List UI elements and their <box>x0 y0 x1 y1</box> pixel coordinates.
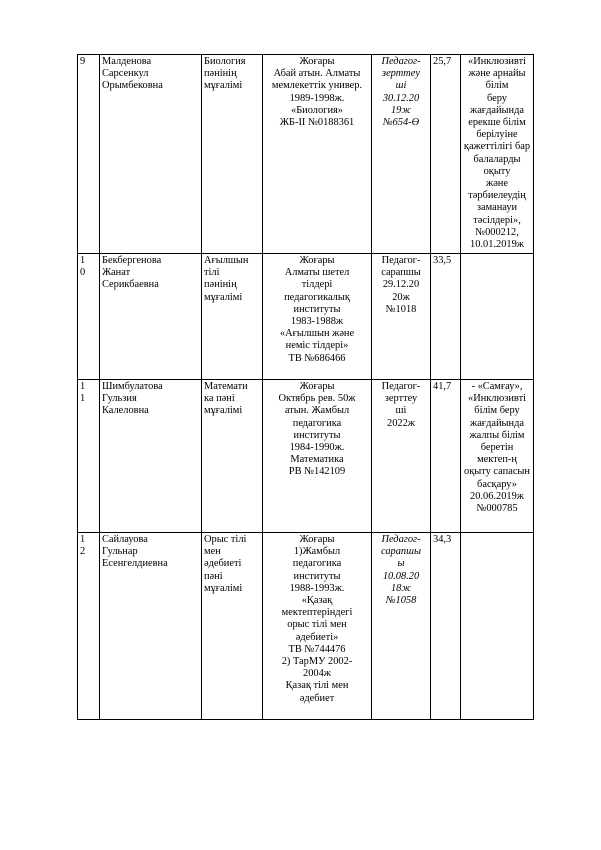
category-cell <box>372 55 431 254</box>
teacher-name-cell <box>100 380 202 533</box>
teacher-name-line: Сарсенкул <box>102 68 149 80</box>
category-cell <box>372 254 431 380</box>
experience-cell <box>431 380 461 533</box>
education-cell <box>263 55 372 254</box>
courses-line: №000785 <box>476 503 518 515</box>
teacher-name-line: Калеловна <box>102 405 149 417</box>
position-line: Орыс тілі <box>204 534 247 545</box>
position-line: пәні <box>204 570 223 582</box>
courses-line: білім беру <box>474 405 520 417</box>
experience-line: 33,5 <box>433 255 452 266</box>
category-line: ы <box>397 558 405 570</box>
row-number-line: 1 <box>80 255 86 266</box>
courses-line: 20.06.2019ж <box>470 490 524 502</box>
courses-line: №000212, <box>475 226 519 238</box>
experience-line: 34,3 <box>433 534 452 545</box>
courses-line: берілуіне <box>476 129 518 141</box>
education-line: мемлекеттік универ. <box>271 80 363 92</box>
teacher-name-line: Гульнар <box>102 546 138 558</box>
courses-line: тәрбиелеудің <box>468 190 526 202</box>
education-line: 2) ТарМУ 2002- <box>281 656 353 668</box>
position-line: мұғалімі <box>204 405 243 417</box>
teacher-name-cell <box>100 55 202 254</box>
position-cell <box>202 533 263 720</box>
table-row <box>78 254 534 380</box>
courses-line: «Инклюзивті <box>468 56 526 67</box>
education-line: Жоғары <box>299 381 335 392</box>
education-line: РВ №142109 <box>288 466 346 478</box>
position-line: Ағылшын <box>204 255 249 266</box>
position-cell <box>202 55 263 254</box>
category-line: 19ж <box>390 104 412 116</box>
education-line: 1989-1998ж. <box>289 92 345 104</box>
education-line: «Биология» <box>291 104 343 116</box>
position-line: тілі <box>204 267 220 279</box>
education-line: 2004ж <box>303 668 331 680</box>
courses-cell <box>461 254 534 380</box>
education-line: «Ағылшын және <box>279 328 355 340</box>
category-line: №654-Ө <box>382 117 420 129</box>
education-line: тілдері <box>301 279 333 291</box>
teacher-name-line: Жанат <box>102 267 131 279</box>
teacher-name-line: Гульзия <box>102 393 137 405</box>
education-line: институты <box>293 429 341 441</box>
courses-line: заманауи <box>476 202 518 214</box>
position-cell <box>202 380 263 533</box>
education-line: Қазақ тілі мен <box>285 680 349 692</box>
education-line: институты <box>293 570 341 582</box>
category-line: 2022ж <box>387 417 415 429</box>
category-cell <box>372 380 431 533</box>
education-line: ЖБ-II №0188361 <box>279 117 355 129</box>
courses-cell <box>461 533 534 720</box>
education-cell <box>263 380 372 533</box>
row-number-line: 1 <box>80 381 86 392</box>
category-line: ші <box>395 80 407 92</box>
courses-line: ерекше білім <box>468 117 526 129</box>
education-line: 1984-1990ж. <box>289 442 345 454</box>
row-number-line: 1 <box>80 534 86 545</box>
education-line: атын. Жамбыл <box>284 405 350 417</box>
education-line: 1988-1993ж. <box>289 582 345 594</box>
courses-line: және <box>486 178 508 190</box>
row-number-cell <box>78 380 100 533</box>
education-line: ТВ №744476 <box>288 643 346 655</box>
position-line: мен <box>204 546 221 558</box>
courses-line: жалпы білім <box>469 429 525 441</box>
category-line: №1018 <box>385 303 417 315</box>
table-row <box>78 380 534 533</box>
education-line: педагогикалық <box>284 291 350 303</box>
courses-line: «Инклюзивті <box>468 393 526 405</box>
education-line: Жоғары <box>299 534 335 545</box>
category-line: зерттеу <box>382 68 420 80</box>
category-line: 29.12.20 <box>382 279 420 291</box>
education-line: мектептеріндегі <box>281 607 353 619</box>
category-line: сарапшы <box>380 546 421 558</box>
table-body <box>78 55 534 720</box>
teacher-name-line: Шимбулатова <box>102 381 163 392</box>
table-row <box>78 533 534 720</box>
row-number-cell <box>78 533 100 720</box>
education-line: Математика <box>290 454 344 466</box>
courses-line: тәсілдері», <box>473 214 521 226</box>
education-cell <box>263 254 372 380</box>
education-line: Абай атын. Алматы <box>273 68 361 80</box>
row-number-line: 2 <box>80 546 86 558</box>
education-line: институты <box>293 303 341 315</box>
education-cell <box>263 533 372 720</box>
education-line: әдебиет <box>299 692 335 704</box>
experience-line: 41,7 <box>433 381 452 392</box>
category-line: 18ж <box>390 582 412 594</box>
courses-line: 10.01.2019ж <box>470 239 524 251</box>
position-line: пәнінің <box>204 279 237 291</box>
category-line: Педагог- <box>381 56 421 67</box>
category-line: Педагог- <box>381 534 421 545</box>
experience-line: 25,7 <box>433 56 452 67</box>
staff-table <box>77 54 534 720</box>
position-line: мұғалімі <box>204 80 243 92</box>
education-line: орыс тілі мен <box>287 619 347 631</box>
teacher-name-line: Сайлауова <box>102 534 148 545</box>
education-line: «Қазақ <box>301 595 333 607</box>
courses-line: қажеттілігі бар <box>463 141 531 153</box>
category-line: Педагог- <box>381 381 421 392</box>
courses-line: және арнайы білім <box>468 68 526 92</box>
courses-cell <box>461 380 534 533</box>
courses-line: - «Самғау», <box>471 381 523 392</box>
position-cell <box>202 254 263 380</box>
position-line: мұғалімі <box>204 291 243 303</box>
category-line: 10.08.20 <box>382 570 420 582</box>
category-line: ші <box>395 405 407 417</box>
row-number-cell <box>78 254 100 380</box>
courses-line: басқару» <box>477 478 517 490</box>
teacher-name-cell <box>100 533 202 720</box>
courses-line: оқыту сапасын <box>464 466 530 478</box>
category-cell <box>372 533 431 720</box>
teacher-name-line: Серикбаевна <box>102 279 159 291</box>
teacher-name-line: Малденова <box>102 56 152 67</box>
education-line: Алматы шетел <box>284 267 350 279</box>
experience-cell <box>431 55 461 254</box>
teacher-name-cell <box>100 254 202 380</box>
education-line: педагогика <box>292 417 342 429</box>
position-line: мұғалімі <box>204 582 243 594</box>
category-line: сарапшы <box>381 267 421 279</box>
category-line: 20ж <box>392 291 410 303</box>
education-line: Октябрь рев. 50ж <box>278 393 356 405</box>
position-line: Биология <box>204 56 246 67</box>
courses-line: беретін мектеп-ң <box>477 442 517 466</box>
experience-cell <box>431 254 461 380</box>
courses-line: беру жағдайында <box>470 92 524 116</box>
education-line: 1)Жамбыл <box>293 546 341 558</box>
position-line: Математи <box>204 381 248 392</box>
category-line: №1058 <box>385 595 417 607</box>
courses-line: балаларды оқыту <box>473 153 521 177</box>
category-line: зерттеу <box>384 393 418 405</box>
position-line: пәнінің <box>204 68 237 80</box>
education-line: 1983-1988ж <box>290 316 344 328</box>
education-line: педагогика <box>292 558 342 570</box>
position-line: ка пәні <box>204 393 235 405</box>
row-number-line: 1 <box>80 393 86 405</box>
table-row <box>78 55 534 254</box>
courses-cell <box>461 55 534 254</box>
row-number-cell <box>78 55 100 254</box>
experience-cell <box>431 533 461 720</box>
teacher-name-line: Орымбековна <box>102 80 163 92</box>
teacher-name-line: Бекбергенова <box>102 255 162 266</box>
education-line: Жоғары <box>299 255 335 266</box>
education-line: әдебиеті» <box>295 631 339 643</box>
position-line: әдебиеті <box>204 558 242 570</box>
education-line: неміс тілдері» <box>285 340 349 352</box>
courses-line: жағдайында <box>470 417 524 429</box>
education-line: Жоғары <box>299 56 335 67</box>
category-line: 30.12.20 <box>382 92 420 104</box>
row-number-line: 0 <box>80 267 86 279</box>
row-number-line: 9 <box>80 56 86 67</box>
category-line: Педагог- <box>381 255 421 266</box>
education-line: ТВ №686466 <box>288 352 346 364</box>
teacher-name-line: Есенгелдиевна <box>102 558 168 570</box>
